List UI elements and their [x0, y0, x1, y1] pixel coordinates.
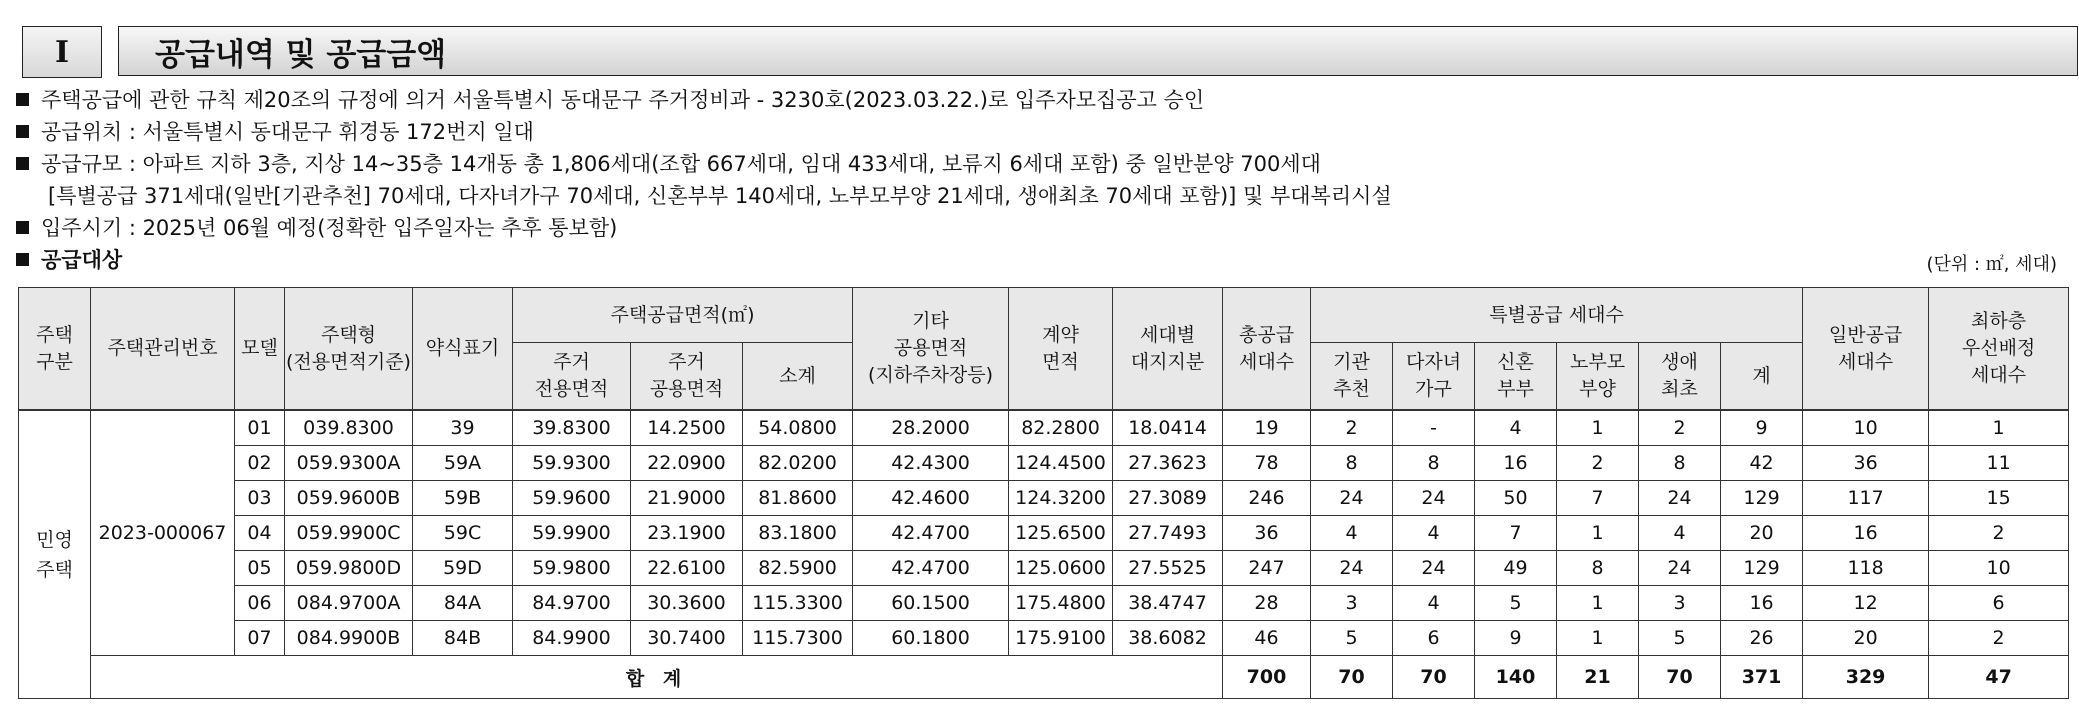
table-cell: - [1393, 410, 1475, 446]
section-header [22, 26, 447, 78]
table-cell: 2 [1929, 621, 2069, 656]
table-cell: 129 [1721, 551, 1803, 586]
table-cell: 27.3089 [1113, 481, 1223, 516]
table-cell: 1 [1557, 410, 1639, 446]
header-contract-area: 계약 면적 [1009, 288, 1113, 411]
table-cell: 27.7493 [1113, 516, 1223, 551]
table-row [19, 410, 2069, 446]
table-row [19, 516, 2069, 551]
header-general-supply: 일반공급 세대수 [1803, 288, 1929, 411]
table-cell: 21.9000 [631, 481, 743, 516]
table-cell: 82.2800 [1009, 410, 1113, 446]
table-cell: 4 [1311, 516, 1393, 551]
table-cell: 59C [413, 516, 513, 551]
table-cell: 42 [1721, 446, 1803, 481]
header-housing-type: 주택 구분 [19, 288, 91, 411]
table-cell: 118 [1803, 551, 1929, 586]
table-cell: 1 [1557, 516, 1639, 551]
table-cell: 24 [1639, 481, 1721, 516]
table-cell: 24 [1393, 481, 1475, 516]
table-cell: 3 [1311, 586, 1393, 621]
table-cell: 06 [235, 586, 285, 621]
table-cell: 059.9300A [285, 446, 413, 481]
table-cell: 175.4800 [1009, 586, 1113, 621]
table-cell: 4 [1393, 516, 1475, 551]
table-cell: 46 [1223, 621, 1311, 656]
table-cell: 125.0600 [1009, 551, 1113, 586]
section-number: I [22, 26, 102, 78]
table-cell: 6 [1929, 586, 2069, 621]
table-cell: 124.4500 [1009, 446, 1113, 481]
table-cell: 2 [1929, 516, 2069, 551]
table-cell: 42.4300 [853, 446, 1009, 481]
table-cell: 247 [1223, 551, 1311, 586]
notice-scale: 공급규모 : 아파트 지하 3층, 지상 14~35층 14개동 총 1,806세대(조합 667세대, 임대 433세대, 보류지 6세대 포함) 중 일반분양 700세대 [16, 148, 1392, 180]
table-cell: 02 [235, 446, 285, 481]
mgmt-no-cell: 2023-000067 [91, 410, 235, 656]
table-cell: 9 [1721, 410, 1803, 446]
table-cell: 78 [1223, 446, 1311, 481]
table-cell: 9 [1475, 621, 1557, 656]
table-cell: 4 [1475, 410, 1557, 446]
table-cell: 60.1800 [853, 621, 1009, 656]
header-newlywed: 신혼 부부 [1475, 343, 1557, 411]
table-cell: 24 [1393, 551, 1475, 586]
table-cell: 125.6500 [1009, 516, 1113, 551]
table-cell: 6 [1393, 621, 1475, 656]
table-cell: 059.9600B [285, 481, 413, 516]
table-cell: 8 [1393, 446, 1475, 481]
table-cell: 14.2500 [631, 410, 743, 446]
header-model: 모델 [235, 288, 285, 411]
table-cell: 39.8300 [513, 410, 631, 446]
header-multichild: 다자녀 가구 [1393, 343, 1475, 411]
table-cell: 11 [1929, 446, 2069, 481]
table-cell: 59A [413, 446, 513, 481]
table-cell: 38.4747 [1113, 586, 1223, 621]
table-cell: 50 [1475, 481, 1557, 516]
header-special-supply: 특별공급 세대수 [1311, 288, 1803, 343]
table-cell: 18.0414 [1113, 410, 1223, 446]
table-cell: 175.9100 [1009, 621, 1113, 656]
notice-approval: 주택공급에 관한 규칙 제20조의 규정에 의거 서울특별시 동대문구 주거정비과 - 3230호(2023.03.22.)로 입주자모집공고 승인 [16, 84, 1392, 116]
table-cell: 22.0900 [631, 446, 743, 481]
table-cell: 1 [1929, 410, 2069, 446]
table-cell: 82.0200 [743, 446, 853, 481]
table-cell: 059.9900C [285, 516, 413, 551]
header-exclusive-area: 주거 전용면적 [513, 343, 631, 411]
table-cell: 04 [235, 516, 285, 551]
header-unit-type: 주택형 (전용면적기준) [285, 288, 413, 411]
table-cell: 84.9900 [513, 621, 631, 656]
table-cell: 03 [235, 481, 285, 516]
header-common-area: 주거 공용면적 [631, 343, 743, 411]
table-cell: 59.9900 [513, 516, 631, 551]
table-cell: 42.4600 [853, 481, 1009, 516]
section-title: 공급내역 및 공급금액 [118, 26, 2078, 76]
total-cell: 70 [1393, 656, 1475, 699]
table-row [19, 446, 2069, 481]
table-cell: 16 [1721, 586, 1803, 621]
table-cell: 117 [1803, 481, 1929, 516]
table-cell: 8 [1557, 551, 1639, 586]
table-cell: 27.5525 [1113, 551, 1223, 586]
table-cell: 28 [1223, 586, 1311, 621]
table-cell: 19 [1223, 410, 1311, 446]
table-cell: 23.1900 [631, 516, 743, 551]
table-cell: 30.7400 [631, 621, 743, 656]
table-cell: 1 [1557, 586, 1639, 621]
table-cell: 26 [1721, 621, 1803, 656]
table-cell: 16 [1803, 516, 1929, 551]
table-cell: 8 [1639, 446, 1721, 481]
table-cell: 5 [1475, 586, 1557, 621]
table-cell: 039.8300 [285, 410, 413, 446]
header-supply-area: 주택공급면적(㎡) [513, 288, 853, 343]
table-cell: 42.4700 [853, 516, 1009, 551]
square-bullet-icon [16, 253, 29, 266]
table-row [19, 621, 2069, 656]
total-cell: 47 [1929, 656, 2069, 699]
notice-scale-detail: [특별공급 371세대(일반[기관추천] 70세대, 다자녀가구 70세대, 신혼부부 140세대, 노부모부양 21세대, 생애최초 70세대 포함)] 및 부대복리시설 [48, 184, 1392, 208]
header-area-subtotal: 소계 [743, 343, 853, 411]
table-row [19, 551, 2069, 586]
table-cell: 20 [1803, 621, 1929, 656]
square-bullet-icon [16, 157, 29, 170]
housing-type-cell: 민영 주택 [19, 410, 91, 699]
table-cell: 81.8600 [743, 481, 853, 516]
total-cell: 329 [1803, 656, 1929, 699]
header-other-common: 기타 공용면적 (지하주차장등) [853, 288, 1009, 411]
table-cell: 5 [1639, 621, 1721, 656]
table-cell: 246 [1223, 481, 1311, 516]
table-cell: 084.9900B [285, 621, 413, 656]
table-cell: 1 [1557, 621, 1639, 656]
header-elderly: 노부모 부양 [1557, 343, 1639, 411]
table-cell: 59B [413, 481, 513, 516]
table-cell: 39 [413, 410, 513, 446]
table-cell: 59.9300 [513, 446, 631, 481]
notice-supply-target: 공급대상 [16, 244, 1392, 276]
total-cell: 700 [1223, 656, 1311, 699]
table-cell: 115.3300 [743, 586, 853, 621]
table-cell: 15 [1929, 481, 2069, 516]
table-cell: 59.9800 [513, 551, 631, 586]
table-cell: 16 [1475, 446, 1557, 481]
table-cell: 84A [413, 586, 513, 621]
square-bullet-icon [16, 221, 29, 234]
table-cell: 4 [1393, 586, 1475, 621]
table-cell: 10 [1803, 410, 1929, 446]
table-cell: 05 [235, 551, 285, 586]
table-cell: 28.2000 [853, 410, 1009, 446]
table-cell: 54.0800 [743, 410, 853, 446]
table-cell: 059.9800D [285, 551, 413, 586]
header-mgmt-no: 주택관리번호 [91, 288, 235, 411]
table-cell: 42.4700 [853, 551, 1009, 586]
table-cell: 84B [413, 621, 513, 656]
table-cell: 8 [1311, 446, 1393, 481]
notice-location: 공급위치 : 서울특별시 동대문구 휘경동 172번지 일대 [16, 116, 1392, 148]
table-cell: 36 [1223, 516, 1311, 551]
total-cell: 140 [1475, 656, 1557, 699]
total-cell: 21 [1557, 656, 1639, 699]
table-cell: 01 [235, 410, 285, 446]
table-cell: 49 [1475, 551, 1557, 586]
table-cell: 22.6100 [631, 551, 743, 586]
table-row [19, 481, 2069, 516]
table-cell: 4 [1639, 516, 1721, 551]
header-abbrev: 약식표기 [413, 288, 513, 411]
total-row [19, 656, 2069, 699]
table-cell: 27.3623 [1113, 446, 1223, 481]
table-cell: 07 [235, 621, 285, 656]
header-special-sum: 계 [1721, 343, 1803, 411]
table-cell: 115.7300 [743, 621, 853, 656]
table-cell: 83.1800 [743, 516, 853, 551]
notice-lines [16, 84, 1392, 276]
square-bullet-icon [16, 125, 29, 138]
table-cell: 084.9700A [285, 586, 413, 621]
supply-table [18, 287, 2069, 699]
table-cell: 2 [1311, 410, 1393, 446]
table-cell: 24 [1311, 481, 1393, 516]
table-cell: 7 [1475, 516, 1557, 551]
header-institution: 기관 추천 [1311, 343, 1393, 411]
table-cell: 36 [1803, 446, 1929, 481]
table-cell: 124.3200 [1009, 481, 1113, 516]
table-cell: 59.9600 [513, 481, 631, 516]
table-cell: 24 [1639, 551, 1721, 586]
table-cell: 129 [1721, 481, 1803, 516]
table-cell: 84.9700 [513, 586, 631, 621]
square-bullet-icon [16, 93, 29, 106]
unit-note: (단위 : ㎡, 세대) [1926, 254, 2057, 275]
notice-move-in: 입주시기 : 2025년 06월 예정(정확한 입주일자는 추후 통보함) [16, 212, 1392, 244]
header-total-supply: 총공급 세대수 [1223, 288, 1311, 411]
table-cell: 2 [1557, 446, 1639, 481]
header-firsttime: 생애 최초 [1639, 343, 1721, 411]
total-label: 합 계 [91, 656, 1223, 699]
table-cell: 30.3600 [631, 586, 743, 621]
total-cell: 371 [1721, 656, 1803, 699]
table-cell: 38.6082 [1113, 621, 1223, 656]
table-cell: 60.1500 [853, 586, 1009, 621]
table-cell: 24 [1311, 551, 1393, 586]
header-land-share: 세대별 대지지분 [1113, 288, 1223, 411]
table-cell: 82.5900 [743, 551, 853, 586]
header-lowest-floor: 최하층 우선배정 세대수 [1929, 288, 2069, 411]
total-cell: 70 [1639, 656, 1721, 699]
table-cell: 3 [1639, 586, 1721, 621]
table-cell: 10 [1929, 551, 2069, 586]
table-cell: 2 [1639, 410, 1721, 446]
table-cell: 7 [1557, 481, 1639, 516]
table-row [19, 586, 2069, 621]
table-cell: 12 [1803, 586, 1929, 621]
table-cell: 20 [1721, 516, 1803, 551]
table-cell: 59D [413, 551, 513, 586]
total-cell: 70 [1311, 656, 1393, 699]
table-cell: 5 [1311, 621, 1393, 656]
